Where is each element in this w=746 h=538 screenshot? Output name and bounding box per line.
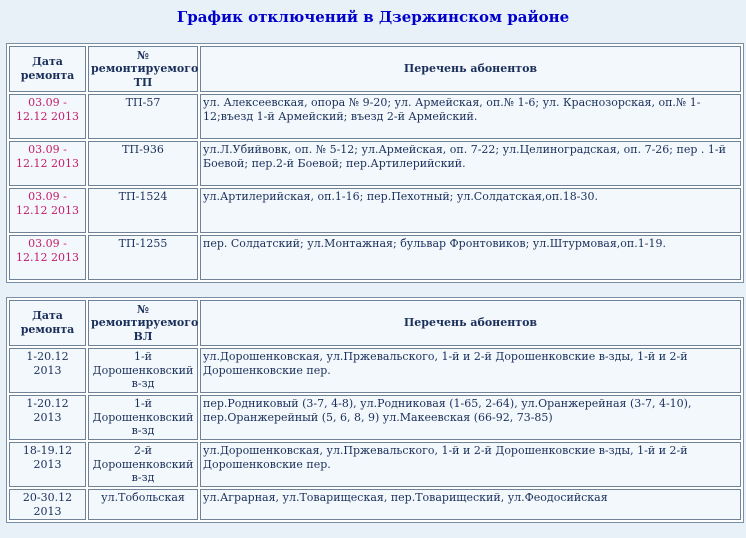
vl-outage-table bbox=[6, 297, 744, 523]
table-header-row bbox=[9, 46, 741, 92]
header-date: Дата ремонта bbox=[9, 300, 86, 346]
list-cell: ул.Дорошенковская, ул.Пржевальского, 1-й и 2-й Дорошенковские в-зды, 1-й и 2-й Дорошенковские пер. bbox=[200, 442, 741, 487]
number-cell: ТП-57 bbox=[88, 94, 198, 139]
date-cell: 1-20.12 2013 bbox=[9, 348, 86, 393]
table-row bbox=[9, 188, 741, 233]
header-list: Перечень абонентов bbox=[200, 46, 741, 92]
list-cell: ул.Аграрная, ул.Товарищеская, пер.Товарищеский, ул.Феодосийская bbox=[200, 489, 741, 520]
number-cell: ТП-1255 bbox=[88, 235, 198, 280]
list-cell: пер. Солдатский; ул.Монтажная; бульвар Фронтовиков; ул.Штурмовая,оп.1-19. bbox=[200, 235, 741, 280]
list-cell: ул. Алексеевская, опора № 9-20; ул. Армейская, оп.№ 1-6; ул. Краснозорская, оп.№ 1-12;въезд 1-й Армейский; въезд 2-й Армейский. bbox=[200, 94, 741, 139]
date-cell: 03.09 - 12.12 2013 bbox=[9, 188, 86, 233]
date-cell: 20-30.12 2013 bbox=[9, 489, 86, 520]
list-cell: пер.Родниковый (3-7, 4-8), ул.Родниковая (1-65, 2-64), ул.Оранжерейная (3-7, 4-10), пер.Оранжерейный (5, 6, 8, 9) ул.Макеевская (66-92, 73-85) bbox=[200, 395, 741, 440]
date-cell: 03.09 - 12.12 2013 bbox=[9, 235, 86, 280]
table-row bbox=[9, 395, 741, 440]
table-row bbox=[9, 235, 741, 280]
header-number: № ремонтируемого ВЛ bbox=[88, 300, 198, 346]
date-cell: 03.09 - 12.12 2013 bbox=[9, 94, 86, 139]
number-cell: 1-й Дорошенковский в-зд bbox=[88, 395, 198, 440]
table-row bbox=[9, 489, 741, 520]
header-list: Перечень абонентов bbox=[200, 300, 741, 346]
tp-outage-table bbox=[6, 43, 744, 283]
table-row bbox=[9, 141, 741, 186]
date-cell: 1-20.12 2013 bbox=[9, 395, 86, 440]
table-header-row bbox=[9, 300, 741, 346]
date-cell: 18-19.12 2013 bbox=[9, 442, 86, 487]
list-cell: ул.Дорошенковская, ул.Пржевальского, 1-й и 2-й Дорошенковские в-зды, 1-й и 2-й Дорошенковские пер. bbox=[200, 348, 741, 393]
table-row bbox=[9, 442, 741, 487]
date-cell: 03.09 - 12.12 2013 bbox=[9, 141, 86, 186]
table-row bbox=[9, 348, 741, 393]
number-cell: ТП-1524 bbox=[88, 188, 198, 233]
number-cell: 1-й Дорошенковский в-зд bbox=[88, 348, 198, 393]
list-cell: ул.Л.Убийвовк, оп. № 5-12; ул.Армейская, оп. 7-22; ул.Целиноградская, оп. 7-26; пер . 1-й Боевой; пер.2-й Боевой; пер.Артилерийский. bbox=[200, 141, 741, 186]
number-cell: 2-й Дорошенковский в-зд bbox=[88, 442, 198, 487]
list-cell: ул.Артилерийская, оп.1-16; пер.Пехотный; ул.Солдатская,оп.18-30. bbox=[200, 188, 741, 233]
page-title: График отключений в Дзержинском районе bbox=[176, 8, 570, 26]
number-cell: ТП-936 bbox=[88, 141, 198, 186]
header-number: № ремонтируемого ТП bbox=[88, 46, 198, 92]
number-cell: ул.Тобольская bbox=[88, 489, 198, 520]
table-row bbox=[9, 94, 741, 139]
header-date: Дата ремонта bbox=[9, 46, 86, 92]
